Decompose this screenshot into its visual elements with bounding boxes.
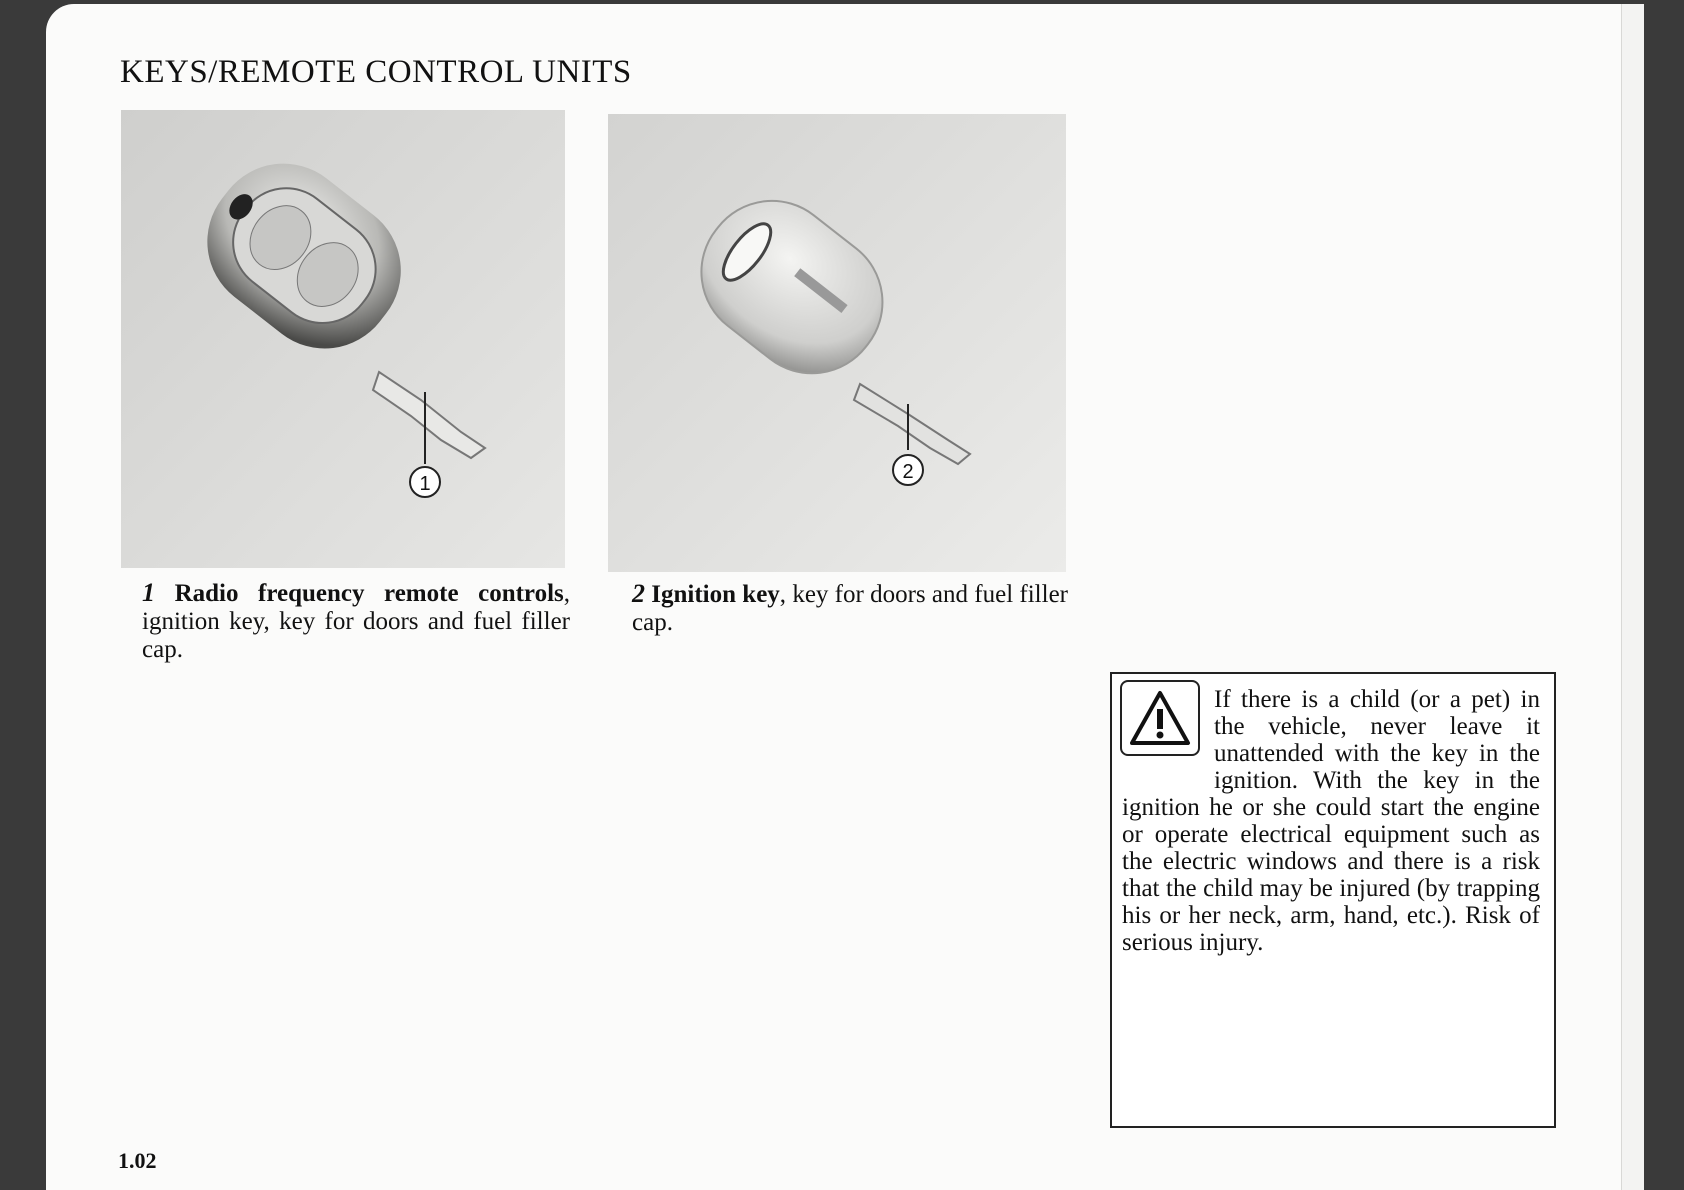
- ignition-key-icon: [608, 114, 1066, 572]
- caption-1-text: , ignition key, key for doors and fuel filler cap.: [142, 580, 570, 663]
- remote-key-photo: [121, 110, 565, 568]
- callout-2-label: 2: [902, 461, 914, 483]
- page-number: 1.02: [118, 1148, 157, 1173]
- warning-box: [1110, 672, 1556, 1128]
- warning-text-block: [1122, 686, 1540, 956]
- ignition-key-photo: [608, 114, 1066, 572]
- manual-page: [46, 4, 1644, 1190]
- caption-2-number: 2: [632, 579, 645, 608]
- caption-1-title: Radio frequency remote controls: [174, 580, 564, 607]
- caption-2-text: , key for doors and fuel filler cap.: [632, 581, 1068, 636]
- caption-2-title: Ignition key: [651, 581, 780, 608]
- remote-key-icon: [121, 110, 565, 568]
- warning-text: If there is a child (or a pet) in the vehicle, never leave it unattended with the key in the ignition. With the key in the ignition he or she could start the engine or operate electrical equipment such as the electric windows and there is a risk that the child may be injured (by trapping his or her neck, arm, hand, etc.). Risk of serious injury.: [1122, 686, 1540, 956]
- caption-1-number: 1: [142, 578, 155, 607]
- page-edge: [1621, 4, 1644, 1190]
- callout-1-label: 1: [419, 473, 431, 495]
- caption-1: [142, 579, 570, 664]
- page-title: KEYS/REMOTE CONTROL UNITS: [120, 54, 632, 90]
- caption-2: [632, 580, 1068, 637]
